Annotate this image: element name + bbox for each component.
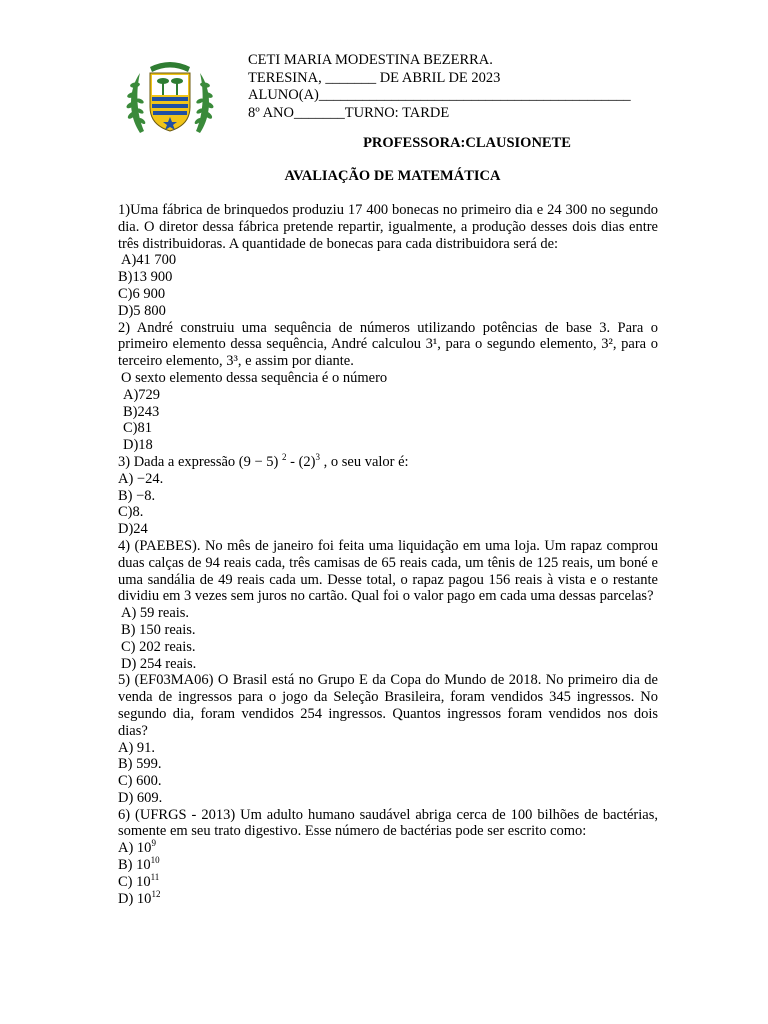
option-3d: D)24	[118, 521, 148, 538]
option-2d: D)18	[123, 437, 153, 454]
exponent: 2	[282, 451, 287, 462]
option-6d	[118, 888, 658, 908]
exponent: 3	[315, 451, 320, 462]
date-line: TERESINA, _______ DE ABRIL DE 2023	[248, 69, 501, 86]
option-5b: B) 599.	[118, 756, 162, 773]
option-4a: A) 59 reais.	[121, 605, 190, 622]
school-header	[248, 52, 631, 122]
piaui-coat-of-arms-icon	[122, 55, 218, 139]
option-5c: C) 600.	[118, 773, 162, 790]
option-5d: D) 609.	[118, 789, 163, 806]
exponent: 12	[151, 888, 161, 899]
question-3-text-b: - (2)	[286, 453, 316, 470]
question-2: 2) André construiu uma sequência de números utilizando potências de base 3. Para o primeiro elemento dessa sequência, André calculou 3¹, para o segundo elemento, 3², para o terceiro elemento, 3³, e assim por diante.	[118, 319, 658, 370]
option-3c: C)8.	[118, 504, 144, 521]
option-4d: D) 254 reais.	[121, 655, 197, 672]
question-2-prompt: O sexto elemento dessa sequência é o número	[121, 369, 388, 386]
question-3-text-a: 3) Dada a expressão (9 − 5)	[118, 453, 282, 470]
student-name-line: ALUNO(A)___________________________________________	[248, 87, 631, 103]
exam-body	[118, 202, 658, 907]
option-2b: B)243	[123, 403, 160, 420]
question-3	[118, 451, 658, 471]
teacher-name: PROFESSORA:CLAUSIONETE	[363, 135, 571, 151]
option-2a: A)729	[123, 386, 161, 403]
option-5a: A) 91.	[118, 739, 156, 756]
option-3a: A) −24.	[118, 470, 164, 487]
option-6b	[118, 857, 658, 874]
option-6a	[118, 840, 658, 857]
exponent: 10	[150, 855, 160, 866]
option-1d: D)5 800	[118, 302, 166, 319]
option-1c: C)6 900	[118, 285, 166, 302]
option-6b-base: B) 10	[118, 857, 151, 874]
exponent: 9	[151, 838, 156, 849]
grade-shift-line: 8º ANO_______TURNO: TARDE	[248, 104, 450, 121]
school-name: CETI MARIA MODESTINA BEZERRA.	[248, 52, 493, 68]
exponent: 11	[150, 871, 160, 882]
option-6a-base: A) 10	[118, 840, 152, 857]
option-6c-base: C) 10	[118, 873, 151, 890]
option-1a: A)41 700	[121, 252, 177, 269]
option-2c: C)81	[123, 420, 152, 437]
option-1b: B)13 900	[118, 269, 173, 286]
option-4c: C) 202 reais.	[121, 638, 196, 655]
question-4: 4) (PAEBES). No mês de janeiro foi feita uma liquidação em uma loja. Um rapaz comprou duas calças de 94 reais cada, três camisas de 65 reais cada, um tênis de 125 reais, um boné e uma sandália de 49 reais cada um. Desse total, o rapaz pagou 156 reais à vista e o restante dividiu em 3 vezes sem juros no cartão. Qual foi o valor pago em cada uma dessas parcelas?	[118, 537, 658, 605]
question-5: 5) (EF03MA06) O Brasil está no Grupo E da Copa do Mundo de 2018. No primeiro dia de venda de ingressos para o jogo da Seleção Brasileira, foram vendidos 345 ingressos. No segundo dia, foram vendidos 254 ingressos. Quantos ingressos foram vendidos nos dois dias?	[118, 672, 658, 739]
question-6: 6) (UFRGS - 2013) Um adulto humano saudável abriga cerca de 100 bilhões de bactérias, somente em seu trato digestivo. Esse número de bactérias pode ser escrito como:	[118, 806, 658, 840]
question-1: 1)Uma fábrica de brinquedos produziu 17 400 bonecas no primeiro dia e 24 300 no segundo dia. O diretor dessa fábrica pretende repartir, igualmente, a produção desses dois dias entre três distribuidoras. A quantidade de bonecas para cada distribuidora será de:	[118, 202, 658, 252]
option-6d-base: D) 10	[118, 890, 152, 907]
question-3-text-c: , o seu valor é:	[320, 453, 409, 470]
exam-title: AVALIAÇÃO DE MATEMÁTICA	[284, 168, 501, 184]
option-4b: B) 150 reais.	[121, 621, 196, 638]
option-3b: B) −8.	[118, 487, 156, 504]
option-6c	[118, 871, 658, 891]
